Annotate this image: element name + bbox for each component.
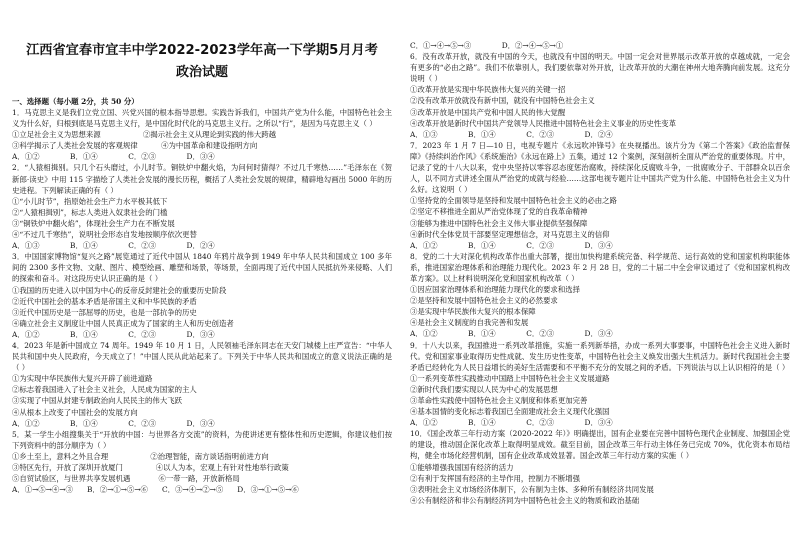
- left-column-body: [12, 96, 392, 495]
- question-line: ①为实现中华民族伟大复兴开辟了前进道路: [12, 374, 153, 384]
- question-line: 4．2023 年是新中国成立 74 周年。1949 年 10 月 1 日，人民领袖毛泽东同志在天安门城楼上庄严宣告：“中华人民共和国中央人民政府，今天成立了！”中国人民从此站起来了。下列关于中华人民共和国成立的意义说法正确的是（ ）: [12, 340, 392, 373]
- question-line: ②有利于发挥国有经济的主导作用，控制力不断增强: [410, 473, 580, 483]
- question-line: ②坚定不移推进全面从严治党体现了党的自我革命精神: [410, 207, 588, 217]
- question-line: ②“人猿相揖别”，标志人类进入奴隶社会的门槛: [12, 207, 168, 217]
- question-line: ④改革开放是新时代中国共产党领导人民推进中国特色社会主义事业的历史性变革: [410, 118, 677, 128]
- section-heading: 一、选择题（每小题 2分，共 50 分）: [12, 97, 139, 106]
- answer-options: A．①② B．①④ C．②③ D．③④: [410, 329, 613, 339]
- answer-options: A．①② B．①④ C．②③ D．③④: [12, 418, 215, 428]
- question-line: ③改革开放是中国共产党和中国人民的伟大觉醒: [410, 107, 566, 117]
- answer-options: ③特区先行，开放了深圳开放厦门 ④以人为本，宏观上有针对性地举行政策: [12, 463, 289, 472]
- answer-options: A．①③ B．①④ C．②③ D．②④: [12, 241, 215, 251]
- answer-options: ①立足社会主义为思想来源 ②揭示社会主义从理论到实践的伟大跨越: [12, 130, 277, 140]
- question-line: ④基本国情的变化标志着我国已全面建成社会主义现代化强国: [410, 407, 610, 417]
- question-line: ①一系列变革性实践推动中国踏上中国特色社会主义发展道路: [410, 373, 610, 383]
- answer-options: C．①→④→⑤→③ D．②→④→⑤→①: [410, 41, 564, 50]
- question-line: ①坚持党的全面领导是坚持和发展中国特色社会主义的必由之路: [410, 196, 617, 206]
- question-line: ④确立社会主义制度让中国人民真正成为了国家的主人和历史创造者: [12, 318, 234, 328]
- answer-options: ③科学揭示了人类社会发展的客观规律 ④为中国革命和建设指明方向: [12, 141, 258, 151]
- question-line: 6．没有改革开放，就没有中国的今天，也就没有中国的明天。中国一定会对世界展示改革开放的卓越成就，一定会有更多的“必由之路”。我们不依靠别人，我们要依靠对外开放，让改革开放的大潮在神州大地奔腾向前发展。这充分说明（ ）: [410, 52, 790, 84]
- question-line: ②新时代我们要实现以人民为中心的发展思想: [410, 384, 558, 394]
- answer-options: A．①→⑤→④→③ B．②→①→⑤→⑥ C．③→④→②→⑤ D．③→①→⑤→⑥: [12, 485, 299, 495]
- question-line: 1．马克思主义是我们立党立国、兴党兴国的根本指导思想。实践告诉我们，中国共产党为什么能，中国特色社会主义为什么好，归根到底是马克思主义行，是中国化时代化的马克思主义行。之所以“行”，是因为马克思主义（ ）: [12, 108, 392, 129]
- question-line: ④从根本上改变了中国社会的发展方向: [12, 407, 138, 417]
- right-column-body: [410, 40, 790, 506]
- question-line: 10．《国企改革三年行动方案（2020-2022 年）》明确提出，国有企业要在完善中国特色现代企业制度、加强国企党的建设，推动国企深化改革上取得明显成效。截至目前，国企改革三年行动主体任务已完成 70%，优化资本布局结构，健全市场化经营机制，国有企业改革成效显著。国企改革三年行动方案的实施（ ）: [410, 429, 790, 461]
- page-subtitle: 政治试题: [175, 65, 228, 80]
- page-title: 江西省宜春市宜丰中学2022-2023学年高一下学期5月月考: [26, 43, 378, 58]
- question-line: 7．2023 年 1 月 7 日—10 日，电视专题片《永远吹冲锋号》在央视播出。该片分为《第二个答案》《政治监督保障》《持续纠治作风》《系统施治》《永远在路上》五集，通过 12 个案例，深刻剖析全面从严治党的重要体现。片中，记录了党的十八大以来，党中央坚持以零容忍态度惩治腐败，持续深化反腐败斗争，一批腐败分子、干部群众以百余人，以不同方式讲述全面从严治党的成就与经验……这部电视专题片让中国共产党为什么能、中国特色社会主义为什么好。这说明（ ）: [410, 140, 790, 195]
- answer-options: A．①② B．①④ C．②③ D．③④: [410, 240, 613, 250]
- question-line: 2．“人猿相揖别。只几个石头磨过，小儿时节。铜铁炉中翻火焰，为问何时猜得？不过几千寒热……”毛泽东在《贺新郎·读史》中用 115 字描绘了人类社会发展的漫长历程，概括了人类社会发展的规律，精辟地勾画出 5000 年的历史进程。下列解读正确的有（ ）: [12, 163, 392, 195]
- question-line: ②标志着我国进入了社会主义社会，人民成为国家的主人: [12, 385, 197, 395]
- question-line: ②是坚持和发展中国特色社会主义的必然要求: [410, 296, 558, 306]
- answer-options: ①乡土至上，意料之外且合理 ②治理智能，南方谈话指明前进方向: [12, 451, 269, 461]
- left-column: [12, 0, 392, 549]
- question-line: ①我国的历史进入以中国为中心的反帝反封建社会的重要历史阶段: [12, 285, 227, 295]
- question-line: ③革命性实践使中国特色社会主义制度和体系更加完善: [410, 396, 588, 405]
- question-line: ②没有改革开放就没有新中国，就没有中国特色社会主义: [410, 96, 595, 106]
- question-line: 3．中国国家博物馆“复兴之路”展览通过了近代中国从 1840 年鸦片战争到 1949 年中华人民共和国成立 100 多年间的 2300 多件文物、文献、图片、模型绘画、雕塑和场景，等场景，全面再现了近代中国人民抵抗外来侵略、人们的探索和奋斗。对这段历史认识正确的是（ ）: [12, 252, 392, 284]
- answer-options: A．①② B．①④ C．②③ D．③④: [410, 418, 613, 428]
- question-line: ①改革开放是实现中华民族伟大复兴的关键一招: [410, 85, 566, 95]
- question-line: 9．十八大以来，我国推进一系列改革措施，实施一系列新举措，办成一系列大事要事，中国特色社会主义进入新时代。党和国家事业取得历史性成就、发生历史性变革，中国特色社会主义焕发出强大生机活力。新时代我国社会主要矛盾已经转化为人民日益增长的美好生活需要和不平衡不充分的发展之间的矛盾。下列说法与以上认识相符的是（ ）: [410, 340, 790, 372]
- right-column: [410, 0, 790, 549]
- question-line: ③是实现中华民族伟大复兴的根本保障: [410, 307, 536, 317]
- answer-options: ⑤自贸试验区，与世界共享发展机遇 ⑥一带一路，开放新格局: [12, 474, 240, 484]
- question-line: ③表明社会主义市场经济体制下，公有制为主体、多种所有制经济共同发展: [410, 484, 654, 494]
- question-line: ③能够为推进中国特色社会主义伟大事业提供坚强保障: [410, 218, 588, 228]
- question-line: ③“铜铁炉中翻火焰”，体现社会生产力在不断发展: [12, 218, 175, 228]
- question-line: ②近代中国社会的基本矛盾是帝国主义和中华民族的矛盾: [12, 296, 197, 306]
- answer-options: A．①③ B．①④ C．②③ D．②④: [410, 129, 613, 139]
- answer-options: A．①② B．①④ C．②③ D．③④: [12, 152, 215, 162]
- question-line: 8．党的二十大对深化机构改革作出重大部署，提出加快构建系统完备、科学规范、运行高效的党和国家机构职能体系，推进国家治理体系和治理能力现代化。2023 年 2 月 28 日，党的二十届二中全会审议通过了《党和国家机构改革方案》。以上材料说明深化党和国家机构改革（ ）: [410, 251, 790, 283]
- question-line: ④新时代全体党员干部要坚定理想信念，对马克思主义的信仰: [410, 229, 610, 239]
- question-line: ④公有制经济和非公有制经济同为中国特色社会主义的物质和政治基础: [410, 495, 640, 505]
- question-line: ④“不过几千寒热”，说明社会形态自发地按顺序依次更替: [12, 230, 197, 240]
- question-line: ①能够增强我国国有经济的活力: [410, 462, 514, 472]
- question-line: 5．某一学生小组搜集关于“开放的中国：与世界各方交流”的资料，为使讲述更有整体性和历史逻辑，你建议他们按下列资料中的部分顺序为（ ）: [12, 429, 392, 450]
- question-line: ④是社会主义制度的自我完善和发展: [410, 318, 529, 328]
- question-line: ③实现了中国从封建专制政治向人民民主的伟大飞跃: [12, 396, 182, 406]
- question-line: ③近代中国历史是一部屈辱的历史，也是一部抗争的历史: [12, 307, 197, 317]
- question-line: ①“小儿时节”，指原始社会生产力水平极其低下: [12, 196, 168, 206]
- question-line: ①因应国家治理体系和治理能力现代化的要求和选择: [410, 285, 580, 295]
- answer-options: A．①② B．①④ C．②③ D．③④: [12, 329, 215, 339]
